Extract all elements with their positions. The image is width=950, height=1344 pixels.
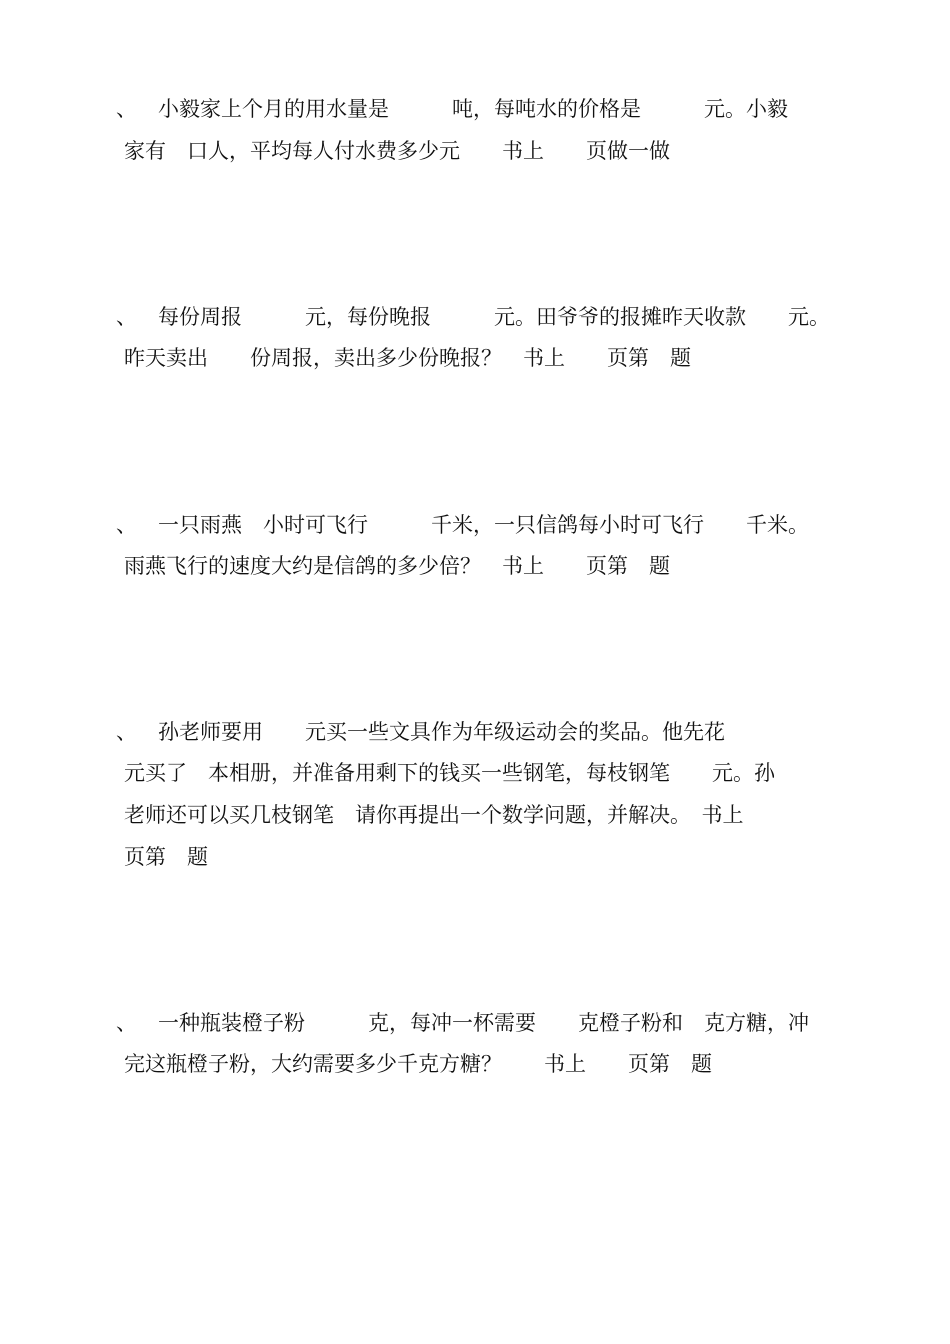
- problem-bullet: 、: [116, 305, 137, 329]
- problem-text-line: 完这瓶橙子粉，大约需要多少千克方糖？ 书上 页第 题: [124, 1052, 712, 1076]
- problem-text-line: 小毅家上个月的用水量是 吨，每吨水的价格是 元。小毅: [158, 97, 788, 121]
- problem-bullet: 、: [116, 513, 137, 537]
- problem-text-line: 雨燕飞行的速度大约是信鸽的多少倍？ 书上 页第 题: [124, 554, 670, 578]
- problem-bullet: 、: [116, 720, 137, 744]
- problem-text-line: 昨天卖出 份周报，卖出多少份晚报？ 书上 页第 题: [124, 346, 691, 370]
- problem-bullet: 、: [116, 97, 137, 121]
- problem-text-line: 老师还可以买几枝钢笔 请你再提出一个数学问题，并解决。 书上: [124, 803, 744, 827]
- problem-text-line: 一种瓶装橙子粉 克，每冲一杯需要 克橙子粉和 克方糖，冲: [158, 1011, 809, 1035]
- problem-text-line: 家有 口人，平均每人付水费多少元 书上 页做一做: [124, 139, 670, 163]
- problem-text-line: 页第 题: [124, 845, 208, 869]
- problem-text-line: 孙老师要用 元买一些文具作为年级运动会的奖品。他先花: [158, 720, 725, 744]
- problem-bullet: 、: [116, 1011, 137, 1035]
- problem-text-line: 每份周报 元，每份晚报 元。田爷爷的报摊昨天收款 元。: [158, 305, 830, 329]
- problem-text-line: 元买了 本相册，并准备用剩下的钱买一些钢笔，每枝钢笔 元。孙: [124, 761, 775, 785]
- problem-text-line: 一只雨燕 小时可飞行 千米，一只信鸽每小时可飞行 千米。: [158, 513, 809, 537]
